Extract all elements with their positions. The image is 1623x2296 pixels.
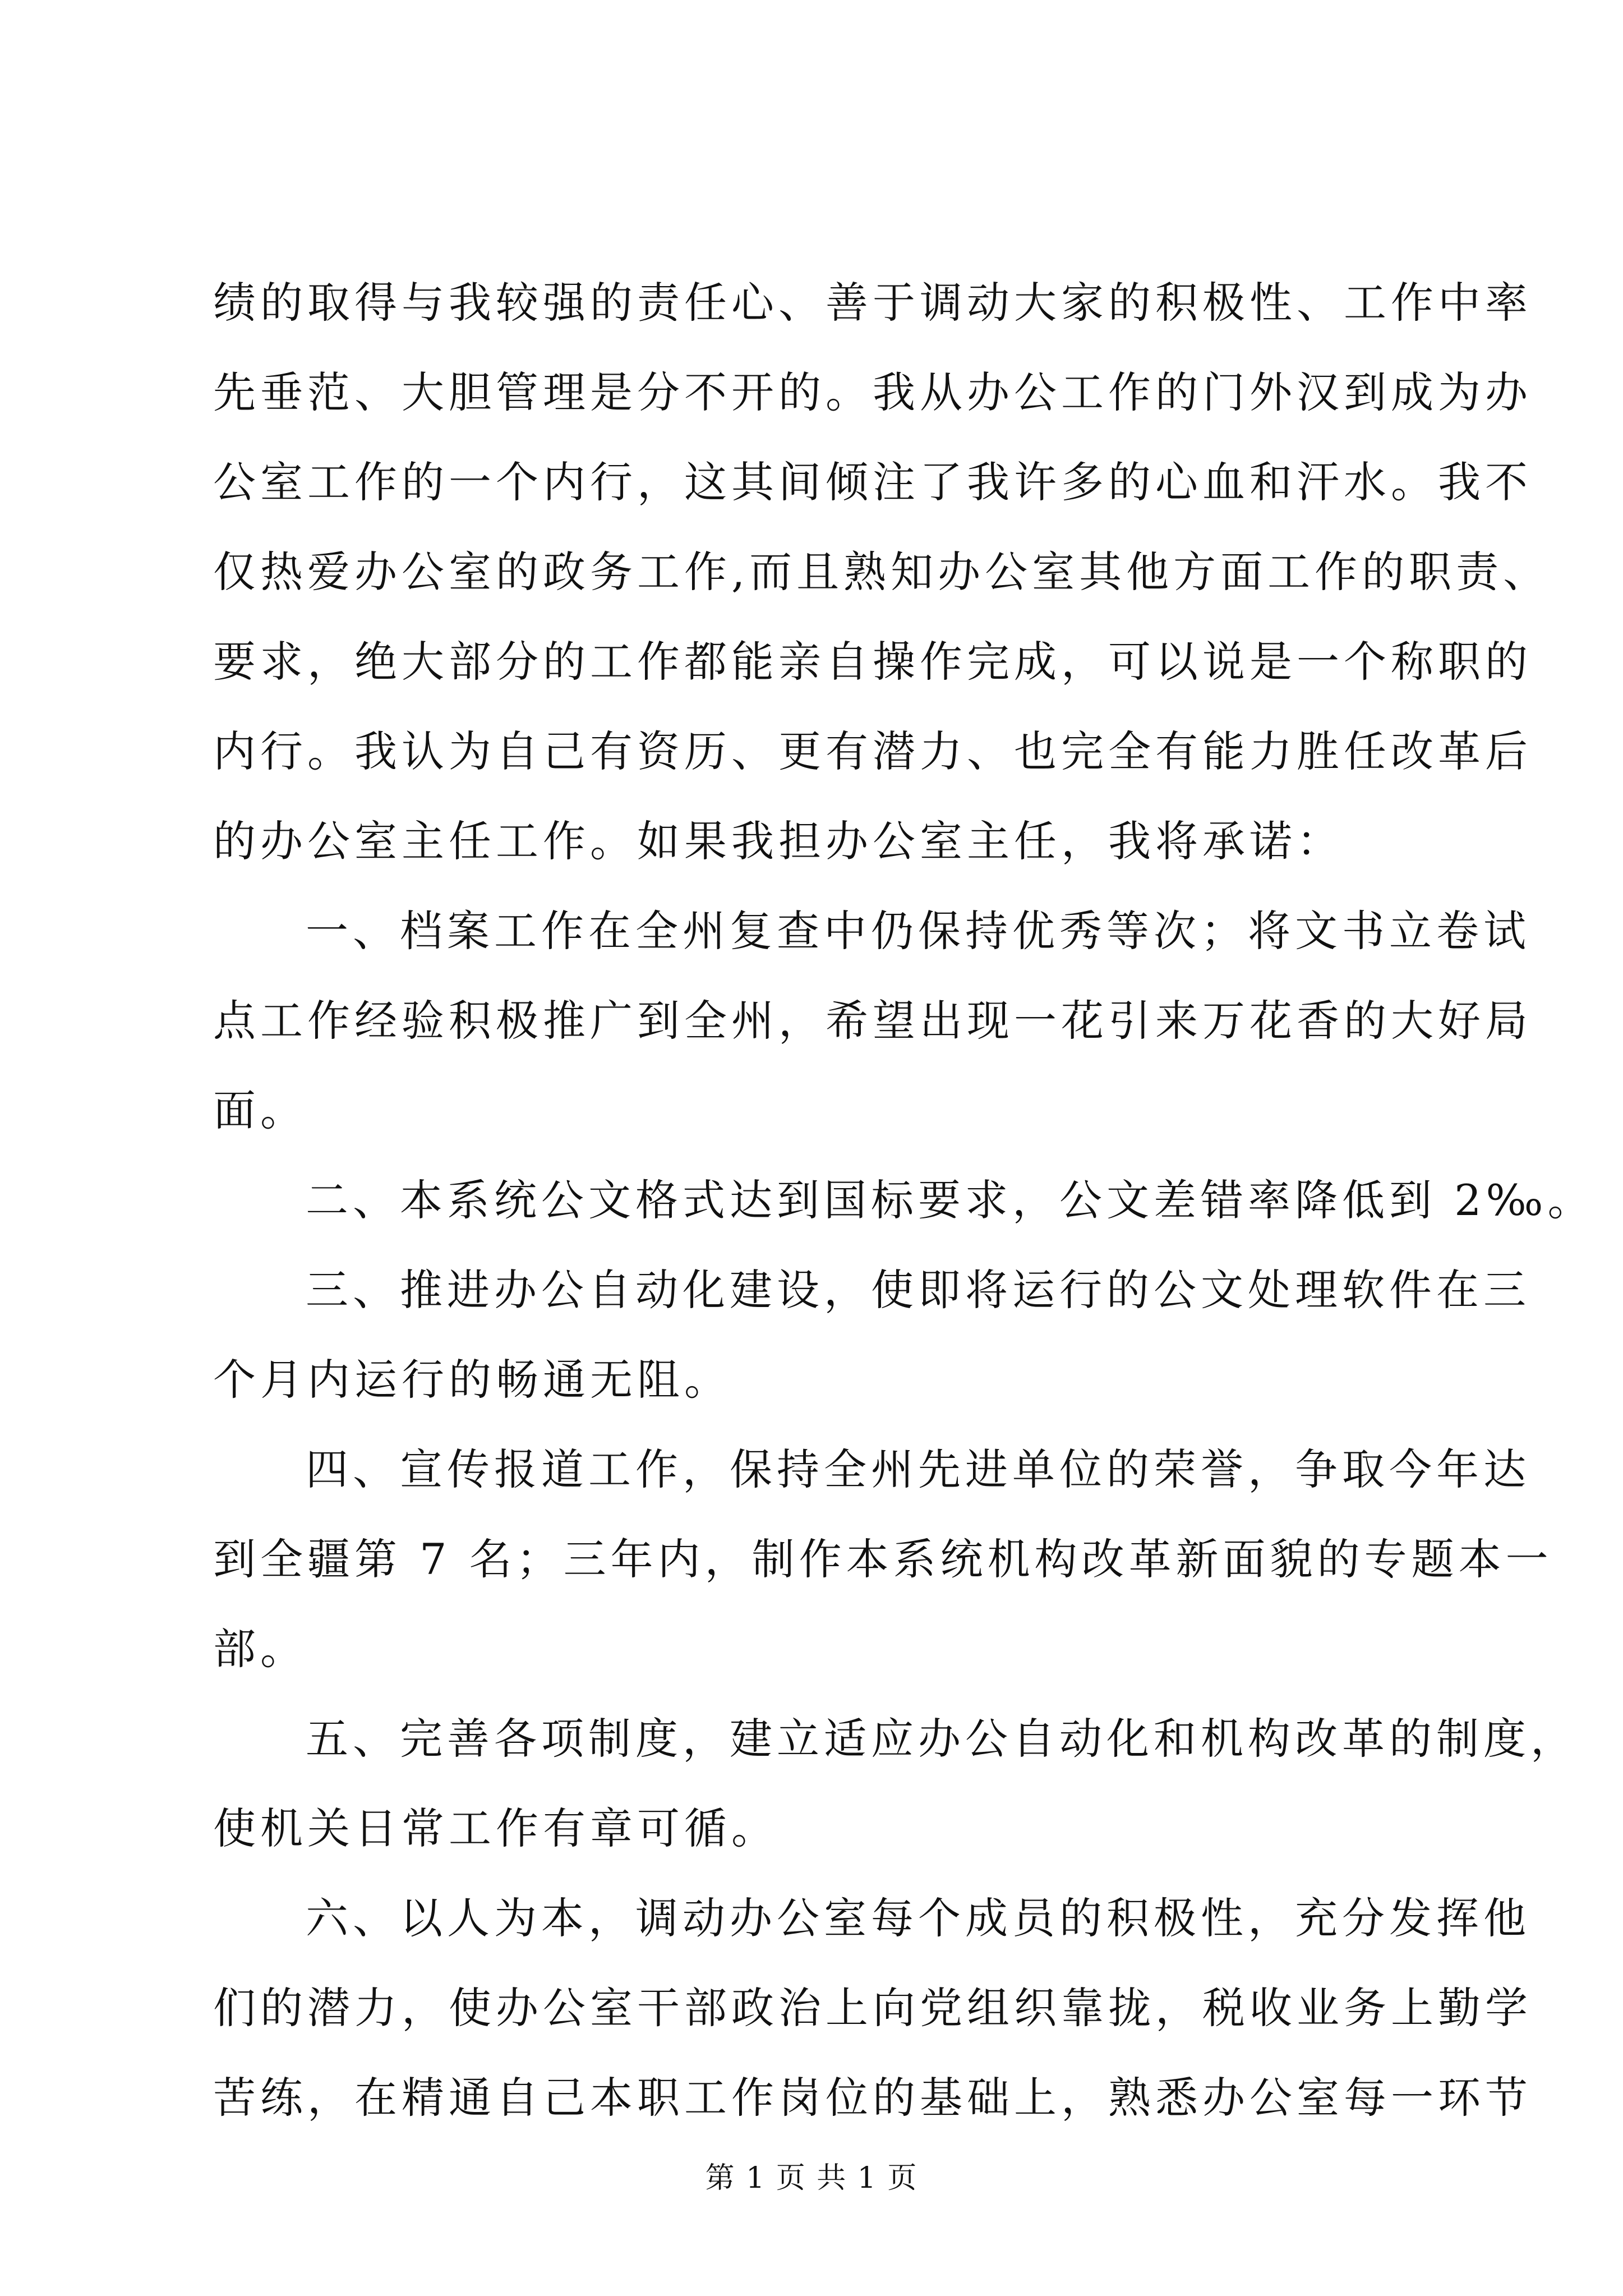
page-number-footer: 第 1 页 共 1 页 bbox=[705, 2161, 918, 2195]
text-line-10: 面。 bbox=[213, 1085, 307, 1135]
text-line-5: 要求，绝大部分的工作都能亲自操作完成，可以说是一个称职的 bbox=[213, 637, 1532, 687]
text-line-15: 到全疆第 7 名；三年内，制作本系统机构改革新面貌的专题本一 bbox=[213, 1534, 1553, 1584]
text-line-8: 一、档案工作在全州复查中仍保持优秀等次；将文书立卷试 bbox=[306, 906, 1530, 956]
text-line-3: 公室工作的一个内行，这其间倾注了我许多的心血和汗水。我不 bbox=[213, 457, 1532, 507]
text-line-20: 们的潜力，使办公室干部政治上向党组织靠拢，税收业务上勤学 bbox=[213, 1983, 1532, 2033]
text-line-2: 先垂范、大胆管理是分不开的。我从办公工作的门外汉到成为办 bbox=[213, 367, 1532, 417]
text-line-11: 二、本系统公文格式达到国标要求，公文差错率降低到 2‰。 bbox=[306, 1175, 1595, 1225]
text-line-9: 点工作经验积极推广到全州，希望出现一花引来万花香的大好局 bbox=[213, 996, 1532, 1046]
text-line-21: 苦练，在精通自己本职工作岗位的基础上，熟悉办公室每一环节 bbox=[213, 2073, 1532, 2123]
text-line-6: 内行。我认为自己有资历、更有潜力、也完全有能力胜任改革后 bbox=[213, 726, 1532, 776]
text-line-18: 使机关日常工作有章可循。 bbox=[213, 1803, 778, 1853]
text-line-16: 部。 bbox=[213, 1624, 307, 1674]
text-line-12: 三、推进办公自动化建设，使即将运行的公文处理软件在三 bbox=[306, 1265, 1530, 1315]
text-line-19: 六、以人为本，调动办公室每个成员的积极性，充分发挥他 bbox=[306, 1893, 1530, 1943]
text-line-14: 四、宣传报道工作，保持全州先进单位的荣誉，争取今年达 bbox=[306, 1444, 1530, 1494]
text-line-17: 五、完善各项制度，建立适应办公自动化和机构改革的制度， bbox=[306, 1714, 1578, 1764]
text-line-1: 绩的取得与我较强的责任心、善于调动大家的积极性、工作中率 bbox=[213, 278, 1532, 328]
text-line-7: 的办公室主任工作。如果我担办公室主任，我将承诺： bbox=[213, 816, 1344, 866]
text-line-4: 仅热爱办公室的政务工作,而且熟知办公室其他方面工作的职责、 bbox=[213, 547, 1551, 597]
document-body bbox=[213, 258, 1595, 2143]
text-line-13: 个月内运行的畅通无阻。 bbox=[213, 1355, 731, 1405]
